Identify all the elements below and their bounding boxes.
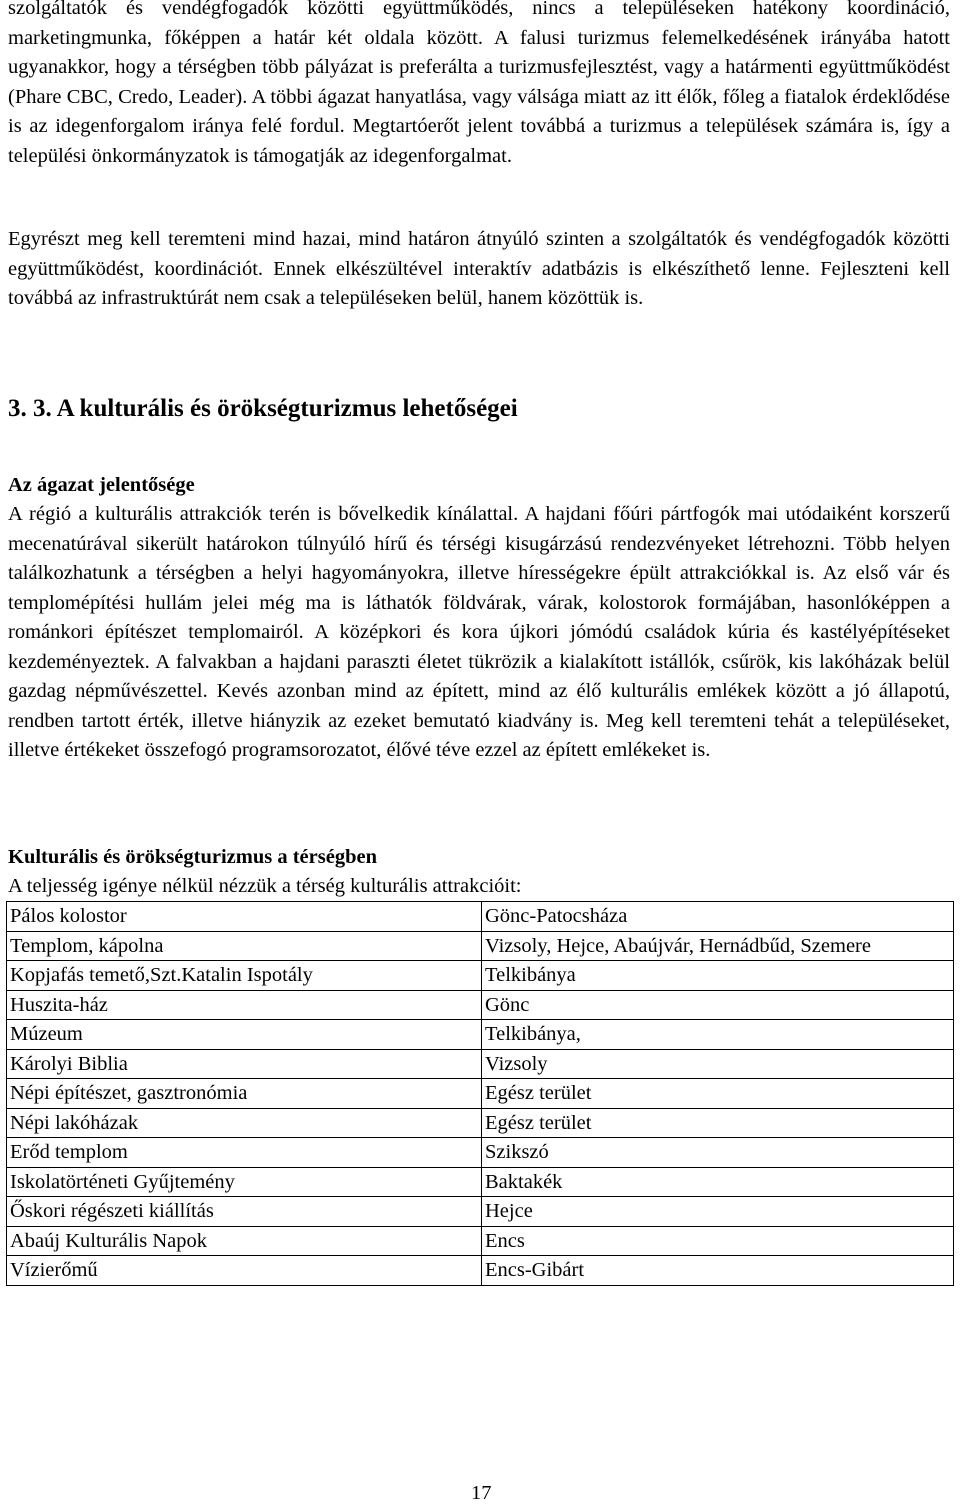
- attraction-location-cell: Vizsoly: [482, 1049, 954, 1079]
- attraction-name-cell: Vízierőmű: [7, 1256, 482, 1286]
- attraction-location-cell: Telkibánya,: [482, 1020, 954, 1050]
- attraction-name-cell: Templom, kápolna: [7, 931, 482, 961]
- attraction-location-cell: Encs: [482, 1226, 954, 1256]
- attraction-name-cell: Erőd templom: [7, 1138, 482, 1168]
- table-row: [7, 1256, 954, 1286]
- table-row: [7, 1108, 954, 1138]
- attraction-location-cell: Egész terület: [482, 1079, 954, 1109]
- attractions-table: [6, 901, 954, 1286]
- attraction-location-cell: Hejce: [482, 1197, 954, 1227]
- table-row: [7, 1197, 954, 1227]
- attraction-name-cell: Népi építészet, gasztronómia: [7, 1079, 482, 1109]
- attraction-location-cell: Egész terület: [482, 1108, 954, 1138]
- page-number: 17: [471, 1482, 492, 1504]
- table-row: [7, 1167, 954, 1197]
- table-row: [7, 1079, 954, 1109]
- attraction-name-cell: Károlyi Biblia: [7, 1049, 482, 1079]
- paragraph-tourism-cooperation: szolgáltatók és vendégfogadók közötti együttműködés, nincs a településeken hatékony koordináció, marketingmunka, főképpen a határ két oldala között. A falusi turizmus felemelkedésének irányába hatott ugyanakkor, hogy a térségben több pályázat is preferálta a turizmusfejlesztést, vagy a határmenti együttműködést (Phare CBC, Credo, Leader). A többi ágazat hanyatlása, vagy válsága miatt az itt élők, főleg a fiatalok érdeklődése is az idegenforgalom iránya felé fordul. Megtartóerőt jelent továbbá a turizmus a települések számára is, így a települési önkormányzatok is támogatják az idegenforgalmat.: [8, 0, 950, 167]
- table-row: [7, 1138, 954, 1168]
- table-row: [7, 931, 954, 961]
- attraction-name-cell: Huszita-ház: [7, 990, 482, 1020]
- table-row: [7, 1226, 954, 1256]
- table-row: [7, 990, 954, 1020]
- attraction-name-cell: Pálos kolostor: [7, 902, 482, 932]
- attraction-name-cell: Múzeum: [7, 1020, 482, 1050]
- table-intro: A teljesség igénye nélkül nézzük a térség kulturális attrakcióit:: [8, 875, 522, 897]
- table-row: [7, 902, 954, 932]
- attraction-name-cell: Kopjafás temető,Szt.Katalin Ispotály: [7, 961, 482, 991]
- attraction-location-cell: Szikszó: [482, 1138, 954, 1168]
- attraction-location-cell: Baktakék: [482, 1167, 954, 1197]
- paragraph-development-goals: Egyrészt meg kell teremteni mind hazai, mind határon átnyúló szinten a szolgáltatók és vendégfogadók közötti együttműködést, koordinációt. Ennek elkészültével interaktív adatbázis is elkészíthető lenne. Fejleszteni kell továbbá az infrastruktúrát nem csak a településeken belül, hanem közöttük is.: [8, 228, 950, 309]
- attraction-location-cell: Encs-Gibárt: [482, 1256, 954, 1286]
- table-row: [7, 1049, 954, 1079]
- attraction-name-cell: Népi lakóházak: [7, 1108, 482, 1138]
- attraction-name-cell: Iskolatörténeti Gyűjtemény: [7, 1167, 482, 1197]
- attraction-location-cell: Telkibánya: [482, 961, 954, 991]
- section-title: 3. 3. A kulturális és örökségturizmus lehetőségei: [8, 395, 518, 422]
- paragraph-cultural-attractions: A régió a kulturális attrakciók terén is bővelkedik kínálattal. A hajdani főúri pártfogók mai utódaiként korszerű mecenatúrával sikerült határokon túlnyúló hírű és térségi kisugárzású rendezvényeket létrehozni. Több helyen találkozhatunk a térségben a helyi hagyományokra, illetve hírességekre épült attrakciókkal is. Az első vár és templomépítési hullám jelei még ma is láthatók földvárak, várak, kolostorok formájában, hasonlóképpen a románkori építészet templomairól. A középkori és kora újkori jómódú családok kúria és kastélyépítéseket kezdeményeztek. A falvakban a hajdani paraszti életet tükrözik a kialakított istállók, csűrök, kis lakóházak belül gazdag népművészettel. Kevés azonban mind az épített, mind az élő kulturális emlékek között a jó állapotú, rendben tartott érték, illetve hiányzik az ezeket bemutató kiadvány is. Meg kell teremteni tehát a településeket, illetve értékeket összefogó programsorozatot, élővé téve ezzel az épített emlékeket is.: [8, 503, 950, 761]
- attraction-name-cell: Abaúj Kulturális Napok: [7, 1226, 482, 1256]
- attraction-name-cell: Őskori régészeti kiállítás: [7, 1197, 482, 1227]
- subheading-significance: Az ágazat jelentősége: [8, 474, 195, 496]
- attraction-location-cell: Vizsoly, Hejce, Abaújvár, Hernádbűd, Szemere: [482, 931, 954, 961]
- attraction-location-cell: Gönc-Patocsháza: [482, 902, 954, 932]
- attraction-location-cell: Gönc: [482, 990, 954, 1020]
- subheading-regional-heritage: Kulturális és örökségturizmus a térségben: [8, 846, 377, 868]
- table-row: [7, 961, 954, 991]
- table-row: [7, 1020, 954, 1050]
